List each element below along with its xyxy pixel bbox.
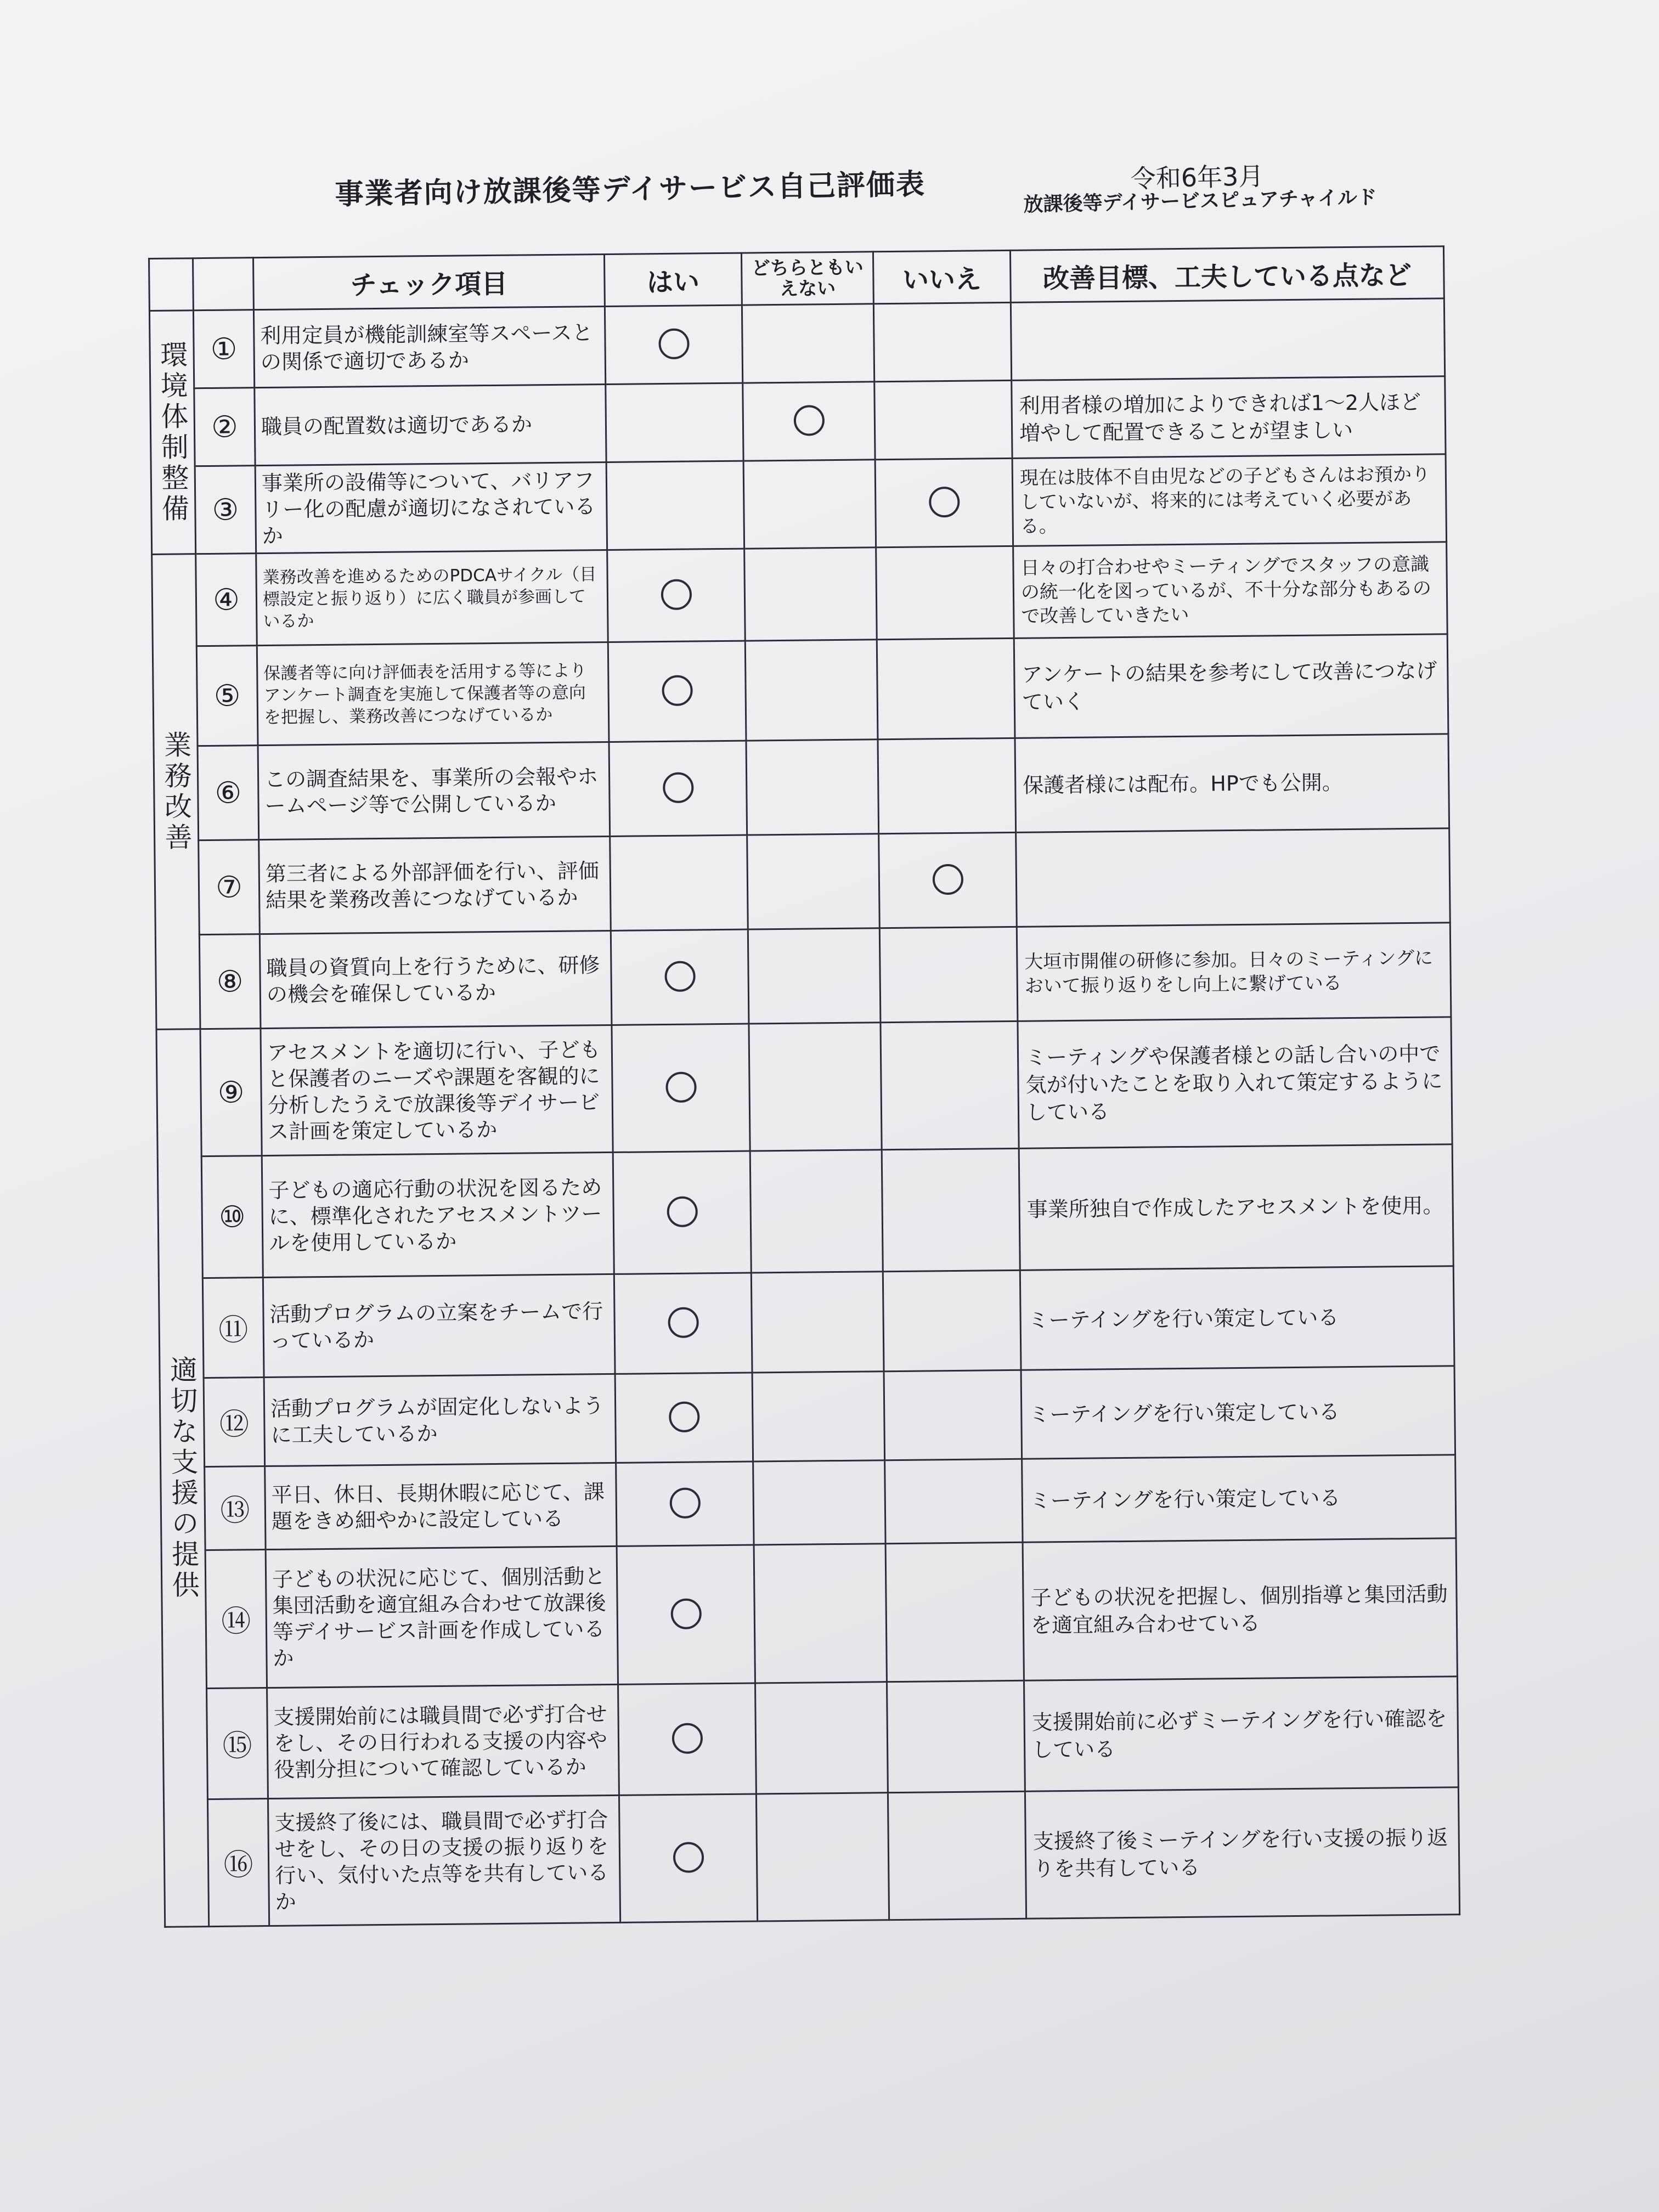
answer-yes-cell	[606, 383, 743, 462]
row-number: ⑦	[199, 840, 260, 935]
row-number: ⑨	[200, 1029, 262, 1156]
check-item: 平日、休日、長期休暇に応じて、課題をきめ細やかに設定している	[265, 1463, 617, 1549]
check-item: 保護者等に向け評価表を活用する等によりアンケート調査を実施して保護者等の意向を把握し、業務改善につなげているか	[257, 642, 609, 745]
table-row	[154, 734, 1449, 841]
answer-neither-cell	[756, 1793, 889, 1921]
check-item: 職員の配置数は適切であるか	[255, 385, 606, 466]
table-row	[159, 1266, 1454, 1379]
answer-neither-cell	[750, 1150, 883, 1273]
circle-mark-icon	[929, 486, 960, 517]
evaluation-table	[148, 245, 1460, 1928]
check-item: 業務改善を進めるためのPDCAサイクル（目標設定と振り返り）に広く職員が参画しているか	[256, 550, 608, 645]
table-row	[160, 1366, 1455, 1468]
circle-mark-icon	[664, 961, 696, 992]
table-row	[161, 1538, 1457, 1689]
row-number: ⑪	[202, 1278, 264, 1378]
row-number: ⑭	[205, 1550, 267, 1689]
answer-neither-cell	[753, 1460, 885, 1545]
circle-mark-icon	[665, 1071, 697, 1103]
answer-no-cell	[885, 1459, 1023, 1543]
circle-mark-icon	[670, 1598, 702, 1629]
improvement-note: ミーテイングを行い策定している	[1020, 1266, 1454, 1370]
answer-neither-cell	[745, 640, 878, 741]
answer-yes-cell	[612, 1024, 750, 1152]
answer-neither-cell	[747, 834, 880, 929]
answer-neither-cell	[749, 1023, 882, 1151]
answer-neither-cell	[755, 1682, 888, 1794]
answer-yes-cell	[607, 549, 746, 642]
circle-mark-icon	[667, 1196, 698, 1227]
check-item: 利用定員が機能訓練室等スペースとの関係で適切であるか	[253, 307, 605, 388]
answer-yes-cell	[619, 1794, 757, 1922]
answer-no-cell	[885, 1542, 1024, 1681]
check-item: 活動プログラムが固定化しないように工夫しているか	[264, 1374, 616, 1466]
table-body	[149, 298, 1459, 1927]
check-item: 支援開始前には職員間で必ず打合せをし、その日行われる支援の内容や役割分担について確認しているか	[267, 1684, 619, 1798]
circle-mark-icon	[661, 579, 692, 610]
answer-yes-cell	[606, 461, 744, 550]
category-label: 業務改善	[152, 554, 200, 1030]
answer-neither-cell	[746, 740, 879, 835]
table-row	[151, 454, 1446, 555]
answer-neither-cell	[752, 1372, 885, 1462]
answer-yes-cell	[614, 1273, 752, 1374]
answer-yes-cell	[618, 1683, 757, 1795]
improvement-note: ミーテイングを行い策定している	[1021, 1366, 1455, 1459]
answer-neither-cell	[742, 304, 874, 383]
table-row	[163, 1677, 1459, 1800]
answer-yes-cell	[616, 1462, 754, 1546]
table-row	[152, 542, 1448, 647]
table-row	[156, 1017, 1452, 1157]
answer-yes-cell	[610, 835, 748, 930]
check-item: 第三者による外部評価を行い、評価結果を業務改善につなげているか	[259, 836, 611, 934]
answer-yes-cell	[617, 1545, 755, 1684]
answer-neither-cell	[743, 460, 876, 549]
answer-no-cell	[873, 302, 1011, 381]
row-number: ⑥	[198, 746, 259, 840]
answer-no-cell	[879, 927, 1018, 1022]
check-item: 事業所の設備等について、バリアフリー化の配慮が適切になされているか	[255, 462, 607, 554]
check-item: アセスメントを適切に行い、子どもと保護者のニーズや課題を客観的に分析したうえで放課後等デイサービス計画を策定しているか	[261, 1025, 613, 1155]
table-row	[149, 298, 1444, 389]
improvement-note: 保護者様には配布。HPでも公開。	[1015, 734, 1449, 833]
evaluation-table-wrapper	[148, 245, 1460, 1928]
check-item: 活動プログラムの立案をチームで行っているか	[263, 1274, 615, 1377]
circle-mark-icon	[793, 405, 825, 436]
circle-mark-icon	[673, 1842, 704, 1873]
circle-mark-icon	[668, 1307, 699, 1338]
answer-yes-cell	[613, 1151, 751, 1274]
table-row	[161, 1455, 1456, 1551]
answer-yes-cell	[605, 305, 742, 384]
answer-no-cell	[884, 1370, 1022, 1460]
circle-mark-icon	[669, 1487, 701, 1519]
row-number: ②	[194, 388, 255, 466]
row-number: ①	[193, 310, 254, 388]
check-item: 子どもの状況に応じて、個別活動と集団活動を適宜組み合わせて放課後等デイサービス計画を作成しているか	[266, 1546, 618, 1688]
row-number: ⑧	[199, 934, 261, 1029]
answer-neither-cell	[744, 548, 877, 641]
circle-mark-icon	[663, 772, 694, 803]
answer-neither-cell	[748, 928, 881, 1024]
table-row	[155, 923, 1451, 1030]
answer-no-cell	[874, 380, 1012, 459]
improvement-note: ミーテイングを行い策定している	[1022, 1455, 1456, 1543]
yes-header: はい	[604, 253, 742, 306]
row-number: ⑮	[207, 1688, 268, 1799]
answer-yes-cell	[609, 741, 747, 836]
row-number: ⑤	[196, 646, 258, 746]
category-label: 適切な支援の提供	[156, 1029, 209, 1927]
category-label: 環境体制整備	[149, 311, 195, 555]
improvement-note: 支援開始前に必ずミーテイングを行い確認をしている	[1024, 1677, 1458, 1792]
improvement-note: 大垣市開催の研修に参加。日々のミーティングにおいて振り返りをし向上に繋げている	[1017, 923, 1451, 1022]
item-header: チェック項目	[253, 255, 605, 310]
category-header	[149, 258, 194, 311]
answer-no-cell	[878, 738, 1016, 833]
improvement-note: 日々の打合わせやミーティングでスタッフの意識の統一化を図っているが、不十分な部分もあるので改善していきたい	[1013, 542, 1448, 639]
circle-mark-icon	[932, 864, 963, 895]
circle-mark-icon	[672, 1723, 703, 1754]
improvement-note: ミーティングや保護者様との話し合いの中で気が付いたことを取り入れて策定するようにしている	[1018, 1017, 1452, 1149]
row-number: ⑫	[204, 1378, 265, 1467]
row-number: ⑬	[205, 1466, 266, 1550]
facility-name: 放課後等デイサービスピュアチャイルド	[1023, 186, 1378, 216]
answer-no-cell	[876, 546, 1014, 639]
improvement-note: 事業所独自で作成したアセスメントを使用。	[1019, 1144, 1453, 1271]
answer-no-cell	[888, 1791, 1026, 1920]
improvement-note: アンケートの結果を参考にして改善につなげていく	[1014, 634, 1448, 738]
row-number: ④	[196, 554, 257, 646]
table-row	[153, 634, 1448, 747]
table-row	[150, 376, 1446, 467]
check-item: 職員の資質向上を行うために、研修の機会を確保しているか	[259, 930, 612, 1028]
answer-no-cell	[881, 1021, 1019, 1149]
improvement-note: 子どもの状況を把握し、個別指導と集団活動を適宜組み合わせている	[1023, 1538, 1457, 1681]
notes-header: 改善目標、工夫している点など	[1010, 246, 1444, 303]
answer-yes-cell	[615, 1373, 753, 1463]
answer-no-cell	[875, 458, 1013, 547]
answer-no-cell	[883, 1270, 1021, 1371]
answer-yes-cell	[608, 641, 746, 742]
circle-mark-icon	[669, 1401, 700, 1432]
circle-mark-icon	[658, 328, 690, 359]
improvement-note: 支援終了後ミーテイングを行い支援の振り返りを共有している	[1025, 1787, 1459, 1919]
improvement-note: 現在は肢体不自由児などの子どもさんはお預かりしていないが、将来的には考えていく必要がある。	[1012, 454, 1446, 546]
improvement-note	[1016, 828, 1451, 927]
number-header	[193, 258, 254, 311]
no-header: いいえ	[873, 250, 1011, 303]
row-number: ⑯	[207, 1799, 269, 1927]
check-item: この調査結果を、事業所の会報やホームページ等で公開しているか	[258, 742, 610, 839]
answer-neither-cell	[751, 1272, 884, 1373]
answer-no-cell	[879, 832, 1017, 928]
table-row	[163, 1787, 1459, 1927]
answer-no-cell	[882, 1148, 1020, 1271]
circle-mark-icon	[662, 675, 693, 706]
improvement-note: 利用者様の増加によりできれば1～2人ほど増やして配置できることが望ましい	[1012, 376, 1446, 459]
check-item: 支援終了後には、職員間で必ず打合せをし、その日の支援の振り返りを行い、気付いた点等を共有しているか	[268, 1795, 620, 1926]
document-title: 事業者向け放課後等デイサービス自己評価表	[335, 168, 926, 211]
check-item: 子どもの適応行動の状況を図るために、標準化されたアセスメントツールを使用しているか	[262, 1152, 614, 1277]
document-date: 令和6年3月	[1130, 161, 1264, 194]
row-number: ③	[195, 466, 256, 554]
answer-neither-cell	[743, 382, 875, 461]
row-number: ⑩	[201, 1156, 263, 1278]
answer-neither-cell	[754, 1544, 887, 1683]
neither-header: どちらともいえない	[741, 252, 873, 305]
improvement-note	[1011, 298, 1444, 381]
table-row	[157, 1144, 1453, 1279]
answer-yes-cell	[611, 929, 749, 1025]
table-row	[155, 828, 1451, 935]
answer-no-cell	[887, 1680, 1025, 1792]
answer-no-cell	[877, 638, 1015, 739]
